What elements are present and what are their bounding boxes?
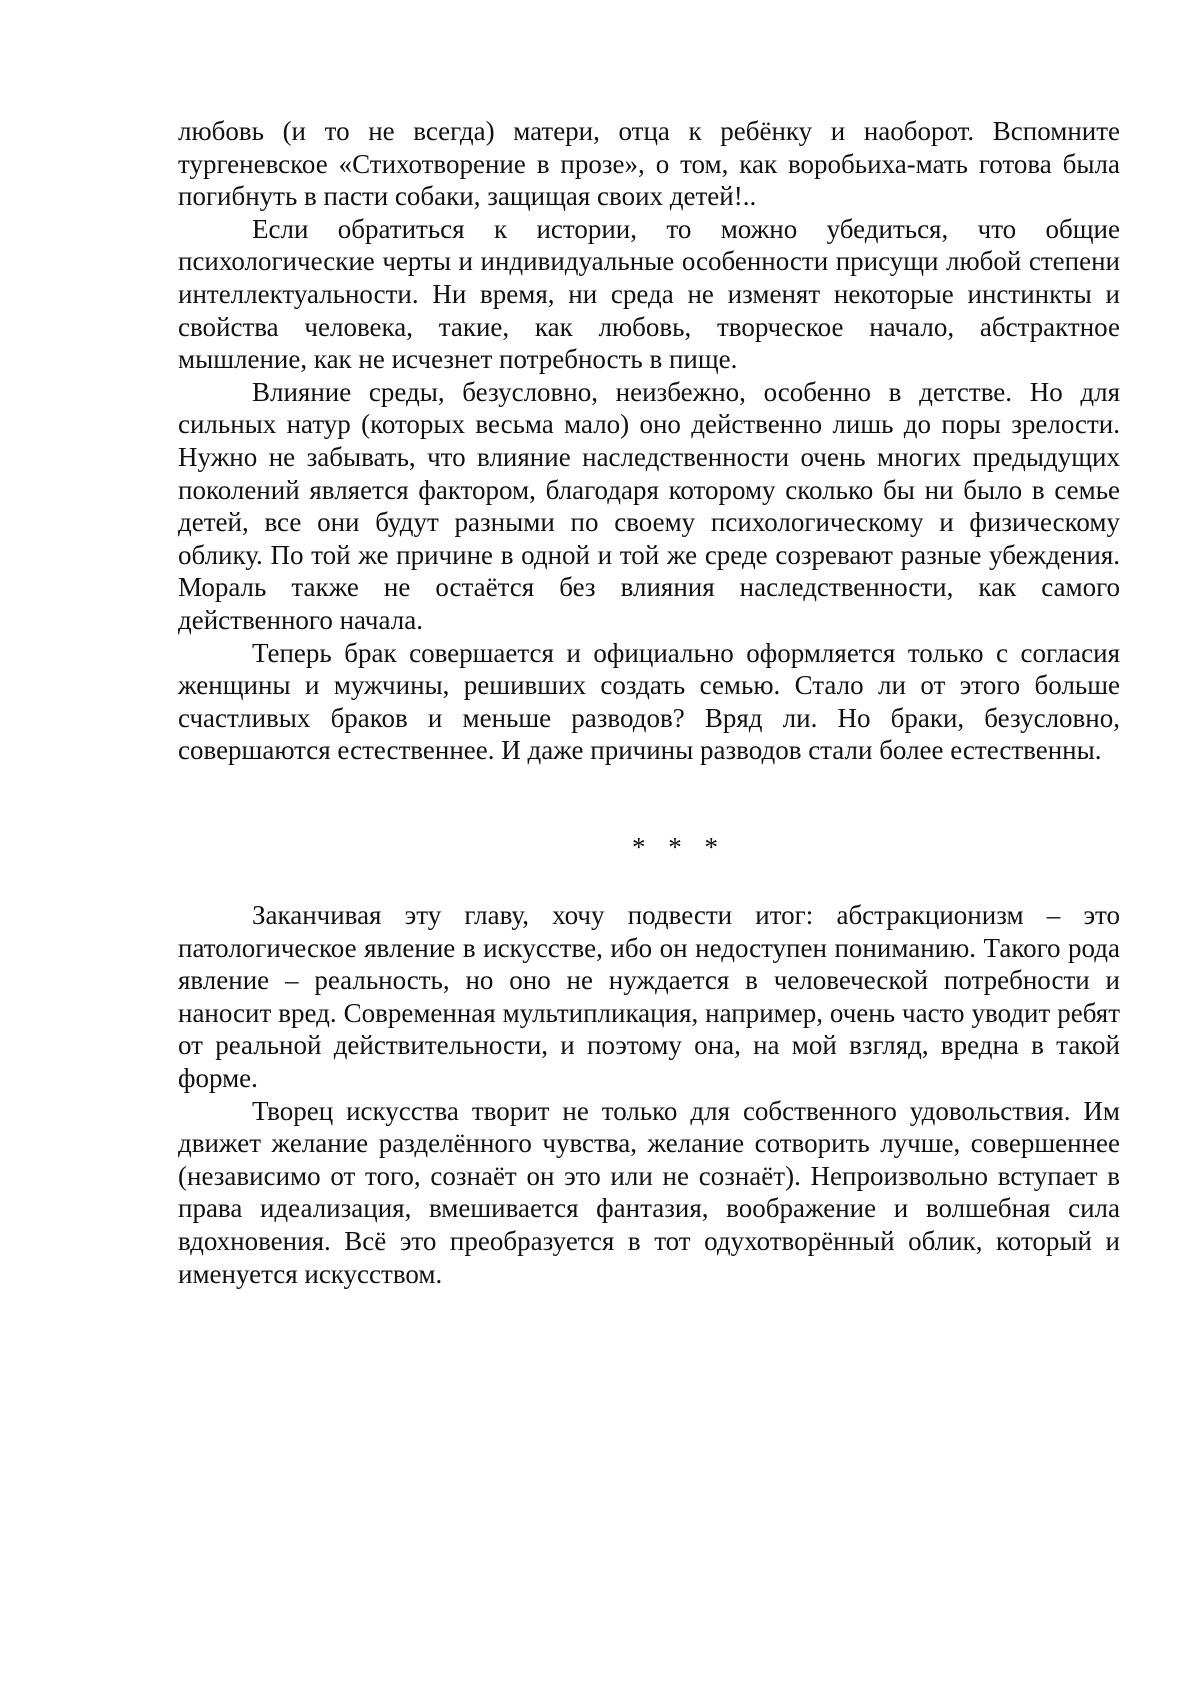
paragraph-marriage: Теперь брак совершается и официально оформляется только с согласия женщины и мужчины, решивших создать семью. Стало ли от этого больше счастливых браков и меньше разводов? Вряд ли. Но браки, безусловно, совершаются естественнее. И даже причины разводов стали более естественны. — [178, 637, 1120, 766]
paragraph-creator: Творец искусства творит не только для собственного удовольствия. Им движет желание разделённого чувства, желание сотворить лучше, совершеннее (независимо от того, сознаёт он это или не сознаёт). Непроизвольно вступает в права идеализация, вмешивается фантазия, воображение и волшебная сила вдохновения. Всё это преобразуется в тот одухотворённый облик, который и именуется искусством. — [178, 1095, 1120, 1289]
section-separator: * * * — [632, 832, 726, 862]
paragraph-continuation: любовь (и то не всегда) матери, отца к ребёнку и наоборот. Вспомните тургеневское «Стихотворение в прозе», о том, как воробьиха-мать готова была погибнуть в пасти собаки, защищая своих детей!.. — [178, 116, 1120, 212]
paragraph-history: Если обратиться к истории, то можно убедиться, что общие психологические черты и индивидуальные особенности присущи любой степени интеллектуальности. Ни время, ни среда не изменят некоторые инстинкты и свойства человека, такие, как любовь, творческое начало, абстрактное мышление, как не исчезнет потребность в пище. — [178, 213, 1120, 375]
paragraph-conclusion: Заканчивая эту главу, хочу подвести итог: абстракционизм – это патологическое явление в искусстве, ибо он недоступен пониманию. Такого рода явление – реальность, но оно не нуждается в человеческой потребности и наносит вред. Современная мультипликация, например, очень часто уводит ребят от реальной действительности, и поэтому она, на мой взгляд, вредна в такой форме. — [178, 900, 1120, 1093]
text-section-bottom — [178, 899, 1120, 1290]
paragraph-environment: Влияние среды, безусловно, неизбежно, особенно в детстве. Но для сильных натур (которых весьма мало) оно действенно лишь до поры зрелости. Нужно не забывать, что влияние наследственности очень многих предыдущих поколений является фактором, благодаря которому сколько бы ни было в семье детей, все они будут разными по своему психологическому и физическому облику. По той же причине в одной и той же среде созревают разные убеждения. Мораль также не остаётся без влияния наследственности, как самого действенного начала. — [178, 376, 1120, 635]
text-section-top — [178, 115, 1120, 767]
